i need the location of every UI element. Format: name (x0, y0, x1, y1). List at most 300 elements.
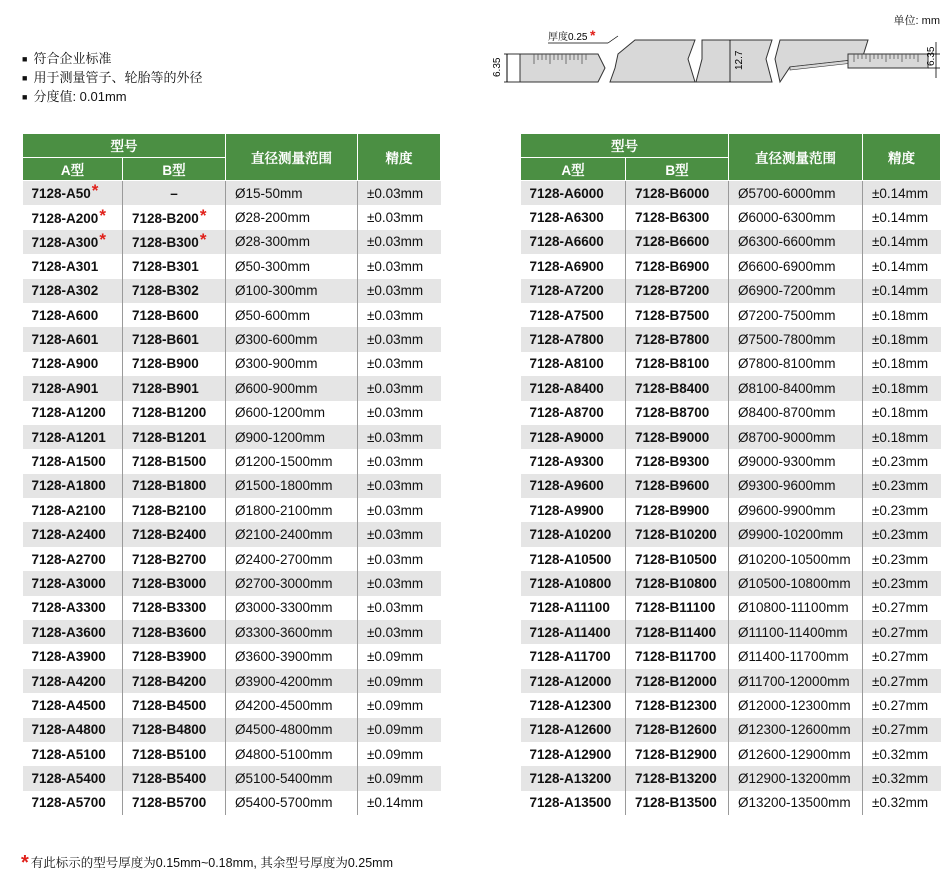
accuracy-cell-text: ±0.27mm (872, 624, 929, 640)
accuracy-cell (358, 547, 441, 571)
accuracy-cell (358, 522, 441, 546)
range-cell (729, 718, 863, 742)
table-row (521, 571, 941, 595)
model-a-cell-text: 7128-A5700 (31, 795, 106, 811)
model-a-cell (23, 596, 123, 620)
accuracy-cell (863, 522, 941, 546)
model-b-cell-text: 7128-B7800 (635, 332, 710, 348)
range-cell-text: Ø11700-12000mm (738, 673, 850, 689)
model-a-cell (521, 230, 626, 254)
model-a-cell (23, 376, 123, 400)
model-a-cell-text: 7128-A2700 (31, 551, 106, 567)
model-b-cell (626, 449, 729, 473)
table-row (23, 327, 441, 351)
range-cell-text: Ø100-300mm (235, 283, 318, 299)
model-a-cell-text: 7128-A3000 (31, 575, 106, 591)
header-accuracy: 精度 (358, 134, 441, 181)
model-a-cell (521, 791, 626, 815)
model-b-cell (626, 596, 729, 620)
accuracy-cell-text: ±0.09mm (367, 746, 424, 762)
model-a-cell-text: 7128-A12300 (529, 697, 612, 713)
model-b-cell (626, 644, 729, 668)
feature-item: ■ 符合企业标准 (22, 50, 202, 69)
model-b-cell-text: 7128-B5400 (132, 771, 207, 787)
model-b-cell-text: 7128-B1200 (132, 405, 207, 421)
model-a-cell (23, 644, 123, 668)
model-b-cell (626, 352, 729, 376)
model-a-cell (521, 401, 626, 425)
range-cell-text: Ø1500-1800mm (235, 478, 333, 494)
model-b-cell-text: 7128-B7200 (635, 283, 710, 299)
accuracy-cell-text: ±0.18mm (872, 405, 929, 421)
range-cell-text: Ø4800-5100mm (235, 746, 333, 762)
table-row (521, 693, 941, 717)
header-model: 型号 (23, 134, 226, 158)
range-cell-text: Ø300-900mm (235, 356, 318, 372)
model-b-cell-text: 7128-B12600 (635, 722, 717, 738)
star-marker-icon: * (99, 229, 106, 249)
accuracy-cell-text: ±0.14mm (872, 234, 929, 250)
table-row (23, 230, 441, 254)
model-a-cell (521, 376, 626, 400)
table-row (23, 669, 441, 693)
model-b-cell-text: 7128-B600 (132, 307, 199, 323)
model-a-cell (23, 279, 123, 303)
accuracy-cell-text: ±0.09mm (367, 673, 424, 689)
table-row (23, 474, 441, 498)
model-a-cell (521, 742, 626, 766)
model-b-cell-text: 7128-B2100 (132, 502, 207, 518)
model-a-cell-text: 7128-A2400 (31, 527, 106, 543)
accuracy-cell (358, 766, 441, 790)
model-a-cell (23, 693, 123, 717)
model-a-cell-text: 7128-A10500 (529, 551, 612, 567)
accuracy-cell (358, 376, 441, 400)
model-a-cell-text: 7128-A11700 (529, 649, 611, 665)
accuracy-cell (863, 571, 941, 595)
accuracy-cell-text: ±0.03mm (367, 429, 424, 445)
accuracy-cell-text: ±0.14mm (367, 795, 424, 811)
model-b-cell-text: 7128-B4800 (132, 722, 207, 738)
model-a-cell (23, 327, 123, 351)
accuracy-cell (358, 303, 441, 327)
accuracy-cell-text: ±0.32mm (872, 746, 929, 762)
model-b-cell-text: 7128-B8400 (635, 380, 710, 396)
accuracy-cell-text: ±0.03mm (367, 307, 424, 323)
accuracy-cell-text: ±0.03mm (367, 332, 424, 348)
accuracy-cell (863, 693, 941, 717)
model-b-cell (123, 644, 226, 668)
accuracy-cell (358, 474, 441, 498)
model-a-cell (23, 791, 123, 815)
feature-item: ■ 分度值: 0.01mm (22, 88, 202, 107)
range-cell-text: Ø12000-12300mm (738, 697, 851, 713)
range-cell (226, 205, 358, 229)
table-row (521, 498, 941, 522)
model-b-cell-text: 7128-B3300 (132, 600, 207, 616)
accuracy-cell-text: ±0.03mm (367, 600, 424, 616)
table-row (23, 205, 441, 229)
tape-segment-left (520, 54, 605, 82)
range-cell-text: Ø50-600mm (235, 307, 311, 323)
star-marker-icon: * (99, 205, 106, 225)
model-b-cell-text: 7128-B10800 (635, 575, 717, 591)
model-b-cell (123, 571, 226, 595)
range-cell-text: Ø10200-10500mm (738, 551, 851, 567)
model-b-cell-text: 7128-B301 (132, 258, 199, 274)
accuracy-cell (358, 230, 441, 254)
model-b-cell (626, 522, 729, 546)
range-cell (226, 425, 358, 449)
accuracy-cell (358, 718, 441, 742)
model-a-cell (521, 303, 626, 327)
range-cell (226, 693, 358, 717)
accuracy-cell (863, 376, 941, 400)
range-cell-text: Ø600-1200mm (235, 405, 326, 421)
accuracy-cell (863, 718, 941, 742)
model-a-cell-text: 7128-A6300 (529, 210, 604, 226)
accuracy-cell-text: ±0.27mm (872, 722, 929, 738)
model-b-cell-text: 7128-B10500 (635, 551, 717, 567)
range-cell-text: Ø9600-9900mm (738, 502, 836, 518)
table-row (23, 596, 441, 620)
table-row (521, 254, 941, 278)
range-cell-text: Ø1200-1500mm (235, 453, 333, 469)
accuracy-cell-text: ±0.18mm (872, 307, 929, 323)
accuracy-cell-text: ±0.18mm (872, 356, 929, 372)
range-cell-text: Ø6000-6300mm (738, 210, 836, 226)
model-b-cell-text: 7128-B4200 (132, 673, 207, 689)
model-b-cell-text: 7128-B6300 (635, 210, 710, 226)
range-cell-text: Ø11100-11400mm (738, 624, 848, 640)
accuracy-cell (863, 474, 941, 498)
model-a-cell-text: 7128-A1200 (31, 405, 106, 421)
table-row (23, 718, 441, 742)
model-a-cell-text: 7128-A13200 (529, 771, 612, 787)
model-a-cell (521, 352, 626, 376)
model-b-cell (626, 205, 729, 229)
model-b-cell (123, 254, 226, 278)
model-a-cell (23, 352, 123, 376)
range-cell (226, 644, 358, 668)
accuracy-cell-text: ±0.27mm (872, 673, 929, 689)
range-cell (729, 596, 863, 620)
accuracy-cell-text: ±0.03mm (367, 210, 424, 226)
accuracy-cell (863, 205, 941, 229)
header-accuracy: 精度 (863, 134, 941, 181)
range-cell (226, 449, 358, 473)
model-b-cell-text: 7128-B9600 (635, 478, 710, 494)
model-a-cell-text: 7128-A200 (31, 210, 99, 226)
range-cell-text: Ø7200-7500mm (738, 307, 836, 323)
model-b-cell (626, 669, 729, 693)
model-b-cell (123, 449, 226, 473)
accuracy-cell (863, 303, 941, 327)
accuracy-cell (863, 449, 941, 473)
table-row (521, 425, 941, 449)
model-a-cell (23, 547, 123, 571)
model-a-cell-text: 7128-A10800 (529, 575, 612, 591)
accuracy-cell (358, 498, 441, 522)
model-b-cell-text: 7128-B2400 (132, 527, 207, 543)
model-b-cell (123, 279, 226, 303)
header-b-type: B型 (626, 157, 729, 181)
model-a-cell (521, 718, 626, 742)
table-row (521, 766, 941, 790)
range-cell (226, 620, 358, 644)
range-cell-text: Ø3600-3900mm (235, 649, 333, 665)
model-b-cell (123, 766, 226, 790)
table-row (23, 352, 441, 376)
model-b-cell (626, 693, 729, 717)
tape-scale-strip (848, 54, 928, 68)
range-cell-text: Ø6900-7200mm (738, 283, 836, 299)
model-b-cell (123, 205, 226, 229)
accuracy-cell (863, 791, 941, 815)
table-row (23, 254, 441, 278)
accuracy-cell-text: ±0.27mm (872, 649, 929, 665)
table-row (23, 791, 441, 815)
accuracy-cell-text: ±0.18mm (872, 380, 929, 396)
table-row (521, 547, 941, 571)
model-a-cell (23, 425, 123, 449)
table-row (23, 449, 441, 473)
accuracy-cell-text: ±0.03mm (367, 478, 424, 494)
model-a-cell (23, 742, 123, 766)
accuracy-cell (358, 401, 441, 425)
table-row (23, 571, 441, 595)
model-b-cell-text: 7128-B1800 (132, 478, 207, 494)
table-row (23, 522, 441, 546)
model-b-cell-text: 7128-B5700 (132, 795, 207, 811)
accuracy-cell (358, 693, 441, 717)
model-b-cell-text: 7128-B5100 (132, 746, 207, 762)
table-row (521, 644, 941, 668)
range-cell-text: Ø11400-11700mm (738, 649, 849, 665)
model-a-cell-text: 7128-A9000 (529, 429, 604, 445)
accuracy-cell-text: ±0.03mm (367, 356, 424, 372)
header-range: 直径测量范围 (226, 134, 358, 181)
model-b-cell (626, 279, 729, 303)
feature-list (22, 50, 202, 107)
range-cell-text: Ø3000-3300mm (235, 600, 333, 616)
range-cell (729, 376, 863, 400)
range-cell-text: Ø12300-12600mm (738, 722, 851, 738)
model-b-cell (123, 181, 226, 206)
range-cell-text: Ø8700-9000mm (738, 429, 836, 445)
model-b-cell-text: 7128-B12900 (635, 746, 717, 762)
model-b-cell-text: 7128-B200 (132, 210, 199, 226)
thickness-star-icon: * (590, 27, 596, 43)
range-cell (729, 547, 863, 571)
accuracy-cell-text: ±0.32mm (872, 771, 929, 787)
range-cell-text: Ø5700-6000mm (738, 185, 836, 201)
table-row (521, 401, 941, 425)
model-a-cell-text: 7128-A7800 (529, 332, 604, 348)
model-a-cell (23, 401, 123, 425)
model-b-cell (626, 230, 729, 254)
model-b-cell (123, 352, 226, 376)
range-cell (729, 401, 863, 425)
range-cell-text: Ø4200-4500mm (235, 697, 333, 713)
accuracy-cell-text: ±0.09mm (367, 771, 424, 787)
model-b-cell-text: 7128-B8700 (635, 405, 710, 421)
range-cell (729, 620, 863, 644)
model-a-cell (23, 766, 123, 790)
accuracy-cell (863, 669, 941, 693)
model-a-cell-text: 7128-A6000 (529, 185, 604, 201)
model-a-cell-text: 7128-A1800 (31, 478, 106, 494)
model-a-cell (23, 303, 123, 327)
range-cell-text: Ø13200-13500mm (738, 795, 851, 811)
range-cell-text: Ø10500-10800mm (738, 575, 851, 591)
model-b-cell-text: 7128-B13500 (635, 795, 717, 811)
model-a-cell-text: 7128-A3300 (31, 600, 106, 616)
model-a-cell-text: 7128-A13500 (529, 795, 612, 811)
table-row (23, 303, 441, 327)
accuracy-cell (358, 352, 441, 376)
range-cell (729, 766, 863, 790)
model-b-cell (626, 401, 729, 425)
model-a-cell-text: 7128-A6600 (529, 234, 604, 250)
accuracy-cell (863, 181, 941, 206)
range-cell-text: Ø5100-5400mm (235, 771, 333, 787)
range-cell-text: Ø2100-2400mm (235, 527, 333, 543)
accuracy-cell-text: ±0.32mm (872, 795, 929, 811)
table-row (23, 644, 441, 668)
accuracy-cell-text: ±0.03mm (367, 624, 424, 640)
range-cell-text: Ø6300-6600mm (738, 234, 836, 250)
accuracy-cell-text: ±0.09mm (367, 697, 424, 713)
model-a-cell (23, 522, 123, 546)
star-marker-icon: * (91, 181, 99, 201)
range-cell (729, 254, 863, 278)
accuracy-cell-text: ±0.14mm (872, 185, 929, 201)
model-b-cell (626, 376, 729, 400)
range-cell (729, 474, 863, 498)
model-a-cell (521, 279, 626, 303)
range-cell-text: Ø8100-8400mm (738, 380, 836, 396)
accuracy-cell (358, 644, 441, 668)
model-b-cell-text: 7128-B302 (132, 283, 199, 299)
range-cell-text: Ø50-300mm (235, 258, 311, 274)
model-a-cell-text: 7128-A12900 (529, 746, 612, 762)
range-cell (729, 327, 863, 351)
table-row (521, 449, 941, 473)
accuracy-cell (863, 498, 941, 522)
range-cell (729, 644, 863, 668)
table-row (23, 401, 441, 425)
model-b-cell-text: 7128-B4500 (132, 697, 207, 713)
range-cell (226, 522, 358, 546)
accuracy-cell (358, 620, 441, 644)
accuracy-cell (863, 644, 941, 668)
model-b-cell-text: 7128-B9000 (635, 429, 710, 445)
thickness-label: 厚度0.25 (548, 32, 588, 43)
model-a-cell-text: 7128-A7500 (529, 307, 604, 323)
range-cell-text: Ø3900-4200mm (235, 673, 333, 689)
model-a-cell (521, 425, 626, 449)
accuracy-cell-text: ±0.23mm (872, 478, 929, 494)
range-cell-text: Ø10800-11100mm (738, 600, 849, 616)
model-a-cell-text: 7128-A6900 (529, 258, 604, 274)
model-a-cell-text: 7128-A1201 (31, 429, 106, 445)
model-a-cell-text: 7128-A4800 (31, 722, 106, 738)
model-b-cell-text: 7128-B601 (132, 332, 199, 348)
model-b-cell (626, 425, 729, 449)
range-cell-text: Ø7800-8100mm (738, 356, 836, 372)
model-b-cell-text: 7128-B11700 (635, 649, 717, 665)
accuracy-cell-text: ±0.18mm (872, 332, 929, 348)
tape-cross-section-diagram (490, 22, 945, 97)
accuracy-cell (863, 279, 941, 303)
tape-segment-mid-a (610, 40, 695, 82)
dim-height-right: 6.35 (926, 46, 937, 66)
model-a-cell (521, 205, 626, 229)
range-cell (729, 742, 863, 766)
model-b-cell (626, 474, 729, 498)
model-b-cell (626, 742, 729, 766)
accuracy-cell-text: ±0.03mm (367, 185, 424, 201)
model-a-cell (521, 522, 626, 546)
model-b-cell (123, 401, 226, 425)
model-a-cell (23, 620, 123, 644)
unit-label: 单位: mm (893, 15, 940, 27)
table-row (521, 718, 941, 742)
model-a-cell-text: 7128-A9900 (529, 502, 604, 518)
range-cell (729, 791, 863, 815)
accuracy-cell-text: ±0.03mm (367, 258, 424, 274)
range-cell-text: Ø8400-8700mm (738, 405, 836, 421)
model-b-cell-text: 7128-B7500 (635, 307, 710, 323)
model-b-cell (626, 181, 729, 206)
range-cell (226, 571, 358, 595)
accuracy-cell (358, 571, 441, 595)
accuracy-cell (358, 742, 441, 766)
model-a-cell (521, 620, 626, 644)
range-cell (226, 279, 358, 303)
model-b-cell (123, 620, 226, 644)
model-b-cell (626, 303, 729, 327)
model-a-cell-text: 7128-A12000 (529, 673, 612, 689)
accuracy-cell (863, 327, 941, 351)
model-b-cell-text: 7128-B6600 (635, 234, 710, 250)
range-cell (226, 181, 358, 206)
accuracy-cell (358, 425, 441, 449)
range-cell (729, 181, 863, 206)
accuracy-cell-text: ±0.03mm (367, 234, 424, 250)
model-a-cell (521, 254, 626, 278)
model-b-cell-text: 7128-B1500 (132, 453, 207, 469)
model-b-cell-text: 7128-B3000 (132, 575, 207, 591)
accuracy-cell (863, 547, 941, 571)
footnote (20, 850, 393, 873)
range-cell-text: Ø3300-3600mm (235, 624, 333, 640)
range-cell-text: Ø28-200mm (235, 210, 311, 226)
range-cell-text: Ø15-50mm (235, 185, 303, 201)
model-b-cell-text: 7128-B1201 (132, 429, 207, 445)
range-cell-text: Ø12900-13200mm (738, 771, 851, 787)
model-b-cell-text: 7128-B6900 (635, 258, 710, 274)
model-a-cell (23, 205, 123, 229)
model-a-cell (521, 766, 626, 790)
model-b-cell (626, 620, 729, 644)
model-a-cell-text: 7128-A5400 (31, 771, 106, 787)
footnote-text: 有此标示的型号厚度为0.15mm~0.18mm, 其余型号厚度为0.25mm (30, 856, 394, 870)
model-a-cell (521, 498, 626, 522)
model-a-cell (23, 474, 123, 498)
table-row (521, 376, 941, 400)
